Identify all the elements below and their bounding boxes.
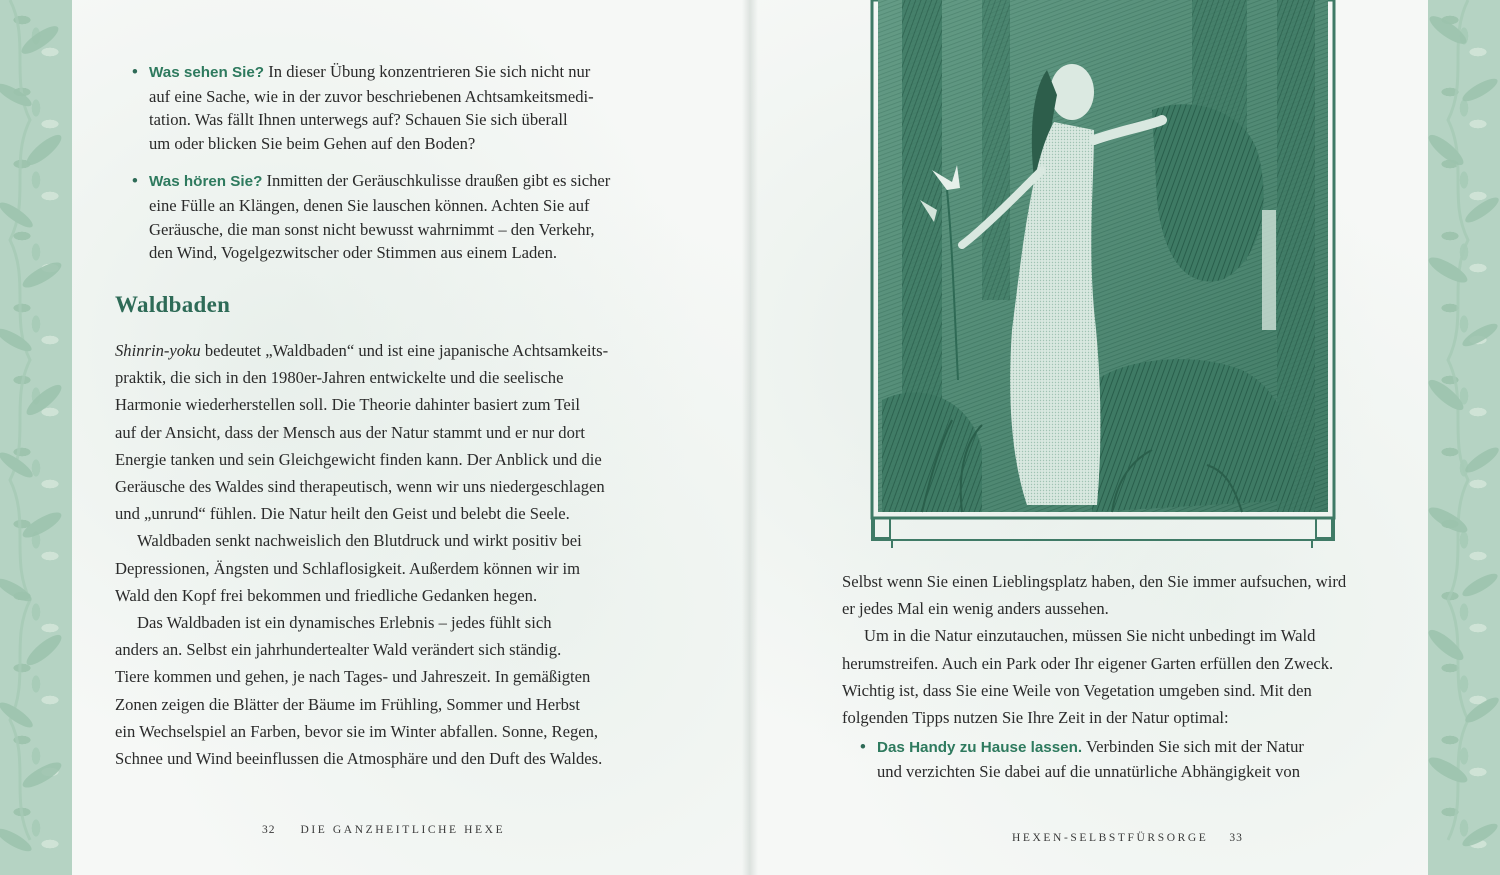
text-line: auf der Ansicht, dass der Mensch aus der Natur stammt und er nur dort: [115, 422, 586, 442]
leaf-pattern-right: [1428, 0, 1500, 875]
bullet-line: Geräusche, die man sonst nicht bewusst wahrnimmt – den Verkehr,: [149, 219, 595, 239]
bullet-line: tation. Was fällt Ihnen unterwegs auf? Schauen Sie sich überall: [149, 110, 568, 130]
forest-nymph-illustration: [862, 0, 1342, 548]
left-footer: [262, 824, 505, 836]
bullet-line: eine Fülle an Klängen, denen Sie lauschen können. Achten Sie auf: [149, 195, 590, 215]
text-line: praktik, die sich in den 1980er-Jahren entwickelte und die seelische: [115, 368, 564, 388]
text-line: Um in die Natur einzutauchen, müssen Sie nicht unbedingt im Wald: [864, 626, 1316, 646]
bullet-line: und verzichten Sie dabei auf die unnatürliche Abhängigkeit von: [877, 761, 1301, 781]
text-line: folgenden Tipps nutzen Sie Ihre Zeit in der Natur optimal:: [842, 708, 1229, 728]
running-title: DIE GANZHEITLICHE HEXE: [300, 824, 506, 836]
left-leaf-border: [0, 0, 72, 875]
bullet-line: In dieser Übung konzentrieren Sie sich nicht nur: [264, 62, 591, 81]
text-line: Geräusche des Waldes sind therapeutisch, wenn wir uns niedergeschlagen: [115, 477, 605, 497]
text-line: bedeutet „Waldbaden“ und ist eine japanische Achtsamkeits-: [200, 341, 609, 360]
bullet-dot-icon: •: [132, 171, 138, 191]
bullet-item-phone: [860, 735, 1397, 783]
left-body-text: [115, 337, 675, 772]
leaf-pattern-left: [0, 0, 72, 875]
text-line: Selbst wenn Sie einen Lieblingsplatz haben, den Sie immer aufsuchen, wird: [842, 572, 1347, 591]
text-line: Energie tanken und sein Gleichgewicht finden kann. Der Anblick und die: [115, 449, 602, 469]
left-bullet-list: [132, 60, 669, 265]
section-heading: Waldbaden: [115, 292, 231, 317]
text-line: Zonen zeigen die Blätter der Bäume im Frühling, Sommer und Herbst: [115, 694, 580, 714]
paragraph-shinrin-yoku: [115, 337, 675, 527]
paragraph-immerse: [842, 622, 1402, 731]
text-line: Wichtig ist, dass Sie eine Weile von Vegetation umgeben sind. Mit den: [842, 680, 1312, 700]
running-title: HEXEN-SELBSTFÜRSORGE: [1012, 832, 1209, 844]
bullet-line: um oder blicken Sie beim Gehen auf den Boden?: [149, 133, 476, 153]
text-line: Wald den Kopf frei bekommen und friedliche Gedanken hegen.: [115, 585, 538, 605]
paragraph-favorite-place: [842, 568, 1402, 622]
bullet-line: Inmitten der Geräuschkulisse draußen gibt es sicher: [262, 171, 611, 191]
bullet-lead: Das Handy zu Hause lassen.: [877, 739, 1083, 756]
page-number: 33: [1229, 832, 1243, 844]
bullet-lead: Was hören Sie?: [149, 173, 263, 191]
paragraph-dynamic: [115, 609, 675, 772]
text-line: und „unrund“ fühlen. Die Natur heilt den Geist und belebt die Seele.: [115, 504, 570, 524]
bullet-lead: Was sehen Sie?: [149, 64, 265, 81]
bullet-line: Verbinden Sie sich mit der Natur: [1082, 737, 1304, 756]
illustration-svg: [862, 0, 1342, 548]
italic-term: Shinrin-yoku: [115, 341, 201, 360]
right-leaf-border: [1428, 0, 1500, 875]
page-number: 32: [262, 824, 276, 836]
text-line: er jedes Mal ein wenig anders aussehen.: [842, 599, 1109, 619]
bullet-dot-icon: •: [132, 62, 138, 81]
book-gutter: [742, 0, 758, 875]
text-line: anders an. Selbst ein jahrhundertealter Wald verändert sich ständig.: [115, 640, 562, 660]
right-body-text: [842, 568, 1402, 731]
bullet-line: auf eine Sache, wie in der zuvor beschriebenen Achtsamkeitsmedi-: [149, 86, 594, 106]
text-line: Tiere kommen und gehen, je nach Tages- und Jahreszeit. In gemäßigten: [115, 667, 591, 687]
text-line: Das Waldbaden ist ein dynamisches Erlebnis – jedes fühlt sich: [137, 613, 552, 633]
right-bullet-list: [860, 735, 1397, 783]
text-line: Harmonie wiederherstellen soll. Die Theorie dahinter basiert zum Teil: [115, 395, 580, 415]
bullet-dot-icon: •: [860, 737, 866, 756]
bullet-item-seeing: [132, 60, 669, 155]
text-line: Waldbaden senkt nachweislich den Blutdruck und wirkt positiv bei: [137, 531, 582, 551]
text-line: Depressionen, Ängsten und Schlaflosigkeit. Außerdem können wir im: [115, 558, 581, 578]
bullet-line: den Wind, Vogelgezwitscher oder Stimmen aus einem Laden.: [149, 243, 558, 263]
text-line: herumstreifen. Auch ein Park oder Ihr eigener Garten erfüllen den Zweck.: [842, 653, 1334, 673]
text-line: ein Wechselspiel an Farben, bevor sie im Winter abfallen. Sonne, Regen,: [115, 721, 599, 741]
bullet-item-hearing: [132, 169, 669, 264]
text-line: Schnee und Wind beeinflussen die Atmosphäre und den Duft des Waldes.: [115, 749, 603, 769]
paragraph-benefits: [115, 527, 675, 609]
right-footer: [1012, 832, 1243, 844]
